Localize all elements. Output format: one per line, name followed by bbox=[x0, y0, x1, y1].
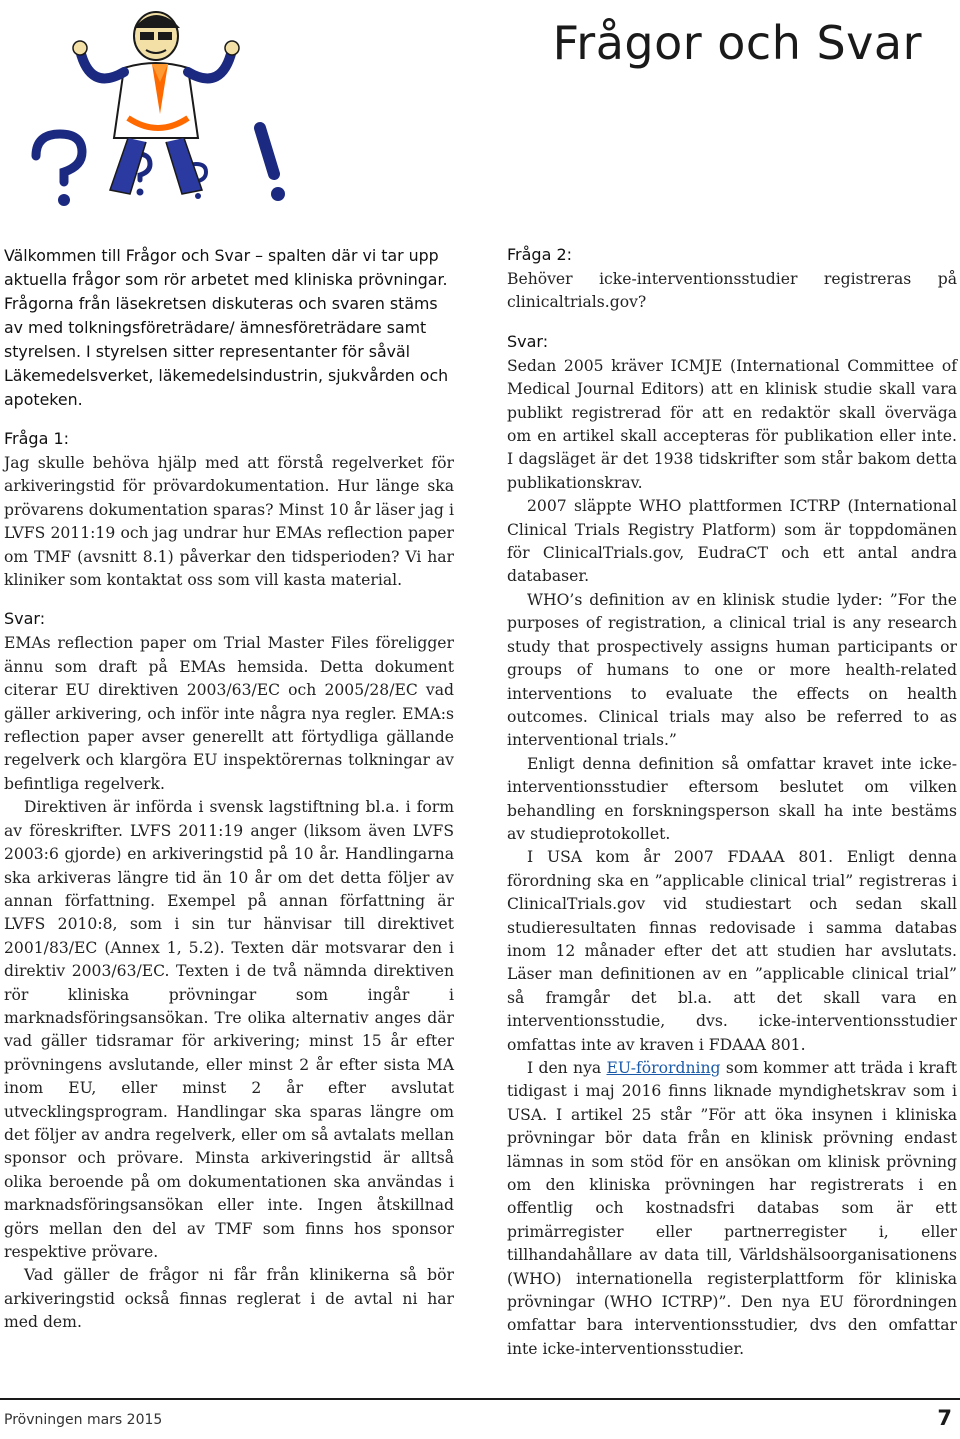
answer-2-paragraph-6 bbox=[507, 1057, 957, 1361]
footer-divider bbox=[0, 1398, 960, 1400]
answer-2-paragraph-3: WHO’s definition av en klinisk studie lyder: ”For the purposes of registration, a clinical trial is any research study that prospectively assigns human participants or groups of humans to one or more health-related interventions to evaluate the effects on health outcomes. Clinical trials may also be referred to as interventional trials.” bbox=[507, 590, 957, 750]
right-column bbox=[507, 244, 957, 1361]
page-number: 7 bbox=[937, 1406, 952, 1430]
question-2-text: Behöver icke-interventionsstudier registreras på clinicaltrials.gov? bbox=[507, 270, 957, 312]
intro-text: Välkommen till Frågor och Svar – spalten där vi tar upp aktuella frågor som rör arbetet med kliniska prövningar. Frågorna från läsekretsen diskuteras och svaren stäms av med tolkningsföreträdare/ ämnesföreträdare samt styrelsen. I styrelsen sitter representanter för såväl Läkemedelsverket, läkemedelsindustrin, sjukvården och apoteken. bbox=[4, 246, 449, 409]
answer-1-paragraph-3: Vad gäller de frågor ni får från klinikerna så bör arkiveringstid också finnas reglerat i de avtal ni har med dem. bbox=[4, 1266, 454, 1332]
answer-2-paragraph-4: Enligt denna definition så omfattar kravet inte icke-interventionsstudier eftersom beslutet om vilken behandling en forskningsperson skall ha inte bestäms av studieprotokollet. bbox=[507, 754, 957, 843]
answer-2-paragraph-5: I USA kom år 2007 FDAAA 801. Enligt denna förordning ska en ”applicable clinical trial” registreras i ClinicalTrials.gov vid studiestart och sedan skall studieresultaten finnas redovisade i samma databas inom 12 månader efter det att studien har avslutats. Läser man definitionen av en ”applicable clinical trial” så framgår det bl.a. att det skall vara en interventionsstudie, dvs. icke-interventionsstudier omfattas inte av kraven i FDAAA 801. bbox=[507, 848, 957, 1054]
paragraph-6-rest: som kommer att träda i kraft tidigast i maj 2016 finns liknade myndighetskrav som i USA. I artikel 25 står ”För att öka insynen i kliniska prövningar bör data från en klinisk prövning endast lämnas in som stöd för en ansökan om klinisk prövning om den kliniska prövningen har registrerats i en offentlig och kostnadsfri databas som är ett primärregister eller partnerregister i, eller tillhandahållare av data till, Världshälsoorganisationens (WHO) internationella registerplattform för kliniska prövningar (WHO ICTRP)”. Den nya EU förordningen omfattar bara interventionsstudier, dvs den omfattar inte icke-interventionsstudier. bbox=[507, 1059, 957, 1358]
footer-publication: Prövningen mars 2015 bbox=[4, 1412, 163, 1428]
answer-2-label: Svar: bbox=[507, 331, 549, 351]
eu-forordning-link[interactable]: EU-förordning bbox=[606, 1059, 721, 1077]
question-2-label: Fråga 2: bbox=[507, 245, 573, 264]
answer-2-paragraph-2: 2007 släppte WHO plattformen ICTRP (International Clinical Trials Registry Platform) som är toppdomänen för ClinicalTrials.gov, EudraCT och ett antal andra databaser. bbox=[507, 497, 957, 586]
businessman-question-illustration bbox=[28, 6, 308, 206]
paragraph-6-start: I den nya bbox=[527, 1059, 607, 1077]
page-title: Frågor och Svar bbox=[552, 16, 922, 70]
answer-1-label: Svar: bbox=[4, 609, 46, 629]
answer-1-paragraph-2: Direktiven är införda i svensk lagstiftning bl.a. i form av föreskrifter. LVFS 2011:19 anger (liksom även LVFS 2003:6 gjorde) en arkiveringstid på 10 år. Handlingarna ska arkiveras längre tid än 10 år om det detta följer av annan författning. Exempel på annan författning är LVFS 2010:8, som i sin tur hänvisar till direktivet 2001/83/EC (Annex 1, 5.2). Texten där motsvarar den i direktiv 2003/63/EC. Texten i de två nämnda direktiven rör kliniska prövningar som ingår i marknadsföringsansökan. Tre olika alternativ anges där vad gäller tidsramar för arkivering; minst 15 år efter prövningens avslutande, eller minst 2 år efter sista MA inom EU, eller minst 2 år efter avslutat utvecklingsprogram. Handlingar ska sparas längre om det följer av andra regelverk, eller om så avtalats mellan sponsor och prövare. Minsta arkiveringstid är alltså olika beroende på om dokumentationen ska användas i marknadsföringsansökan eller inte. Ingen åtskillnad görs mellan den del av TMF som finns hos sponsor respektive prövare. bbox=[4, 798, 454, 1261]
left-column bbox=[4, 244, 454, 1335]
answer-1-paragraph-1: EMAs reflection paper om Trial Master Files föreligger ännu som draft på EMAs hemsida. Detta dokument citerar EU direktiven 2003/63/EC och 2005/28/EC vad gäller arkivering, och inför inte några nya regler. EMA:s reflection paper avser generellt att förtydliga gällande regelverk och klargöra EU inspektörernas tolkningar av befintliga regelverk. bbox=[4, 634, 454, 793]
question-1-label: Fråga 1: bbox=[4, 429, 70, 448]
question-1-text: Jag skulle behöva hjälp med att förstå regelverket för arkiveringstid för prövardokumentation. Hur länge ska prövarens dokumentation sparas? Minst 10 år läser jag i LVFS 2011:19 och jag undrar hur EMAs reflection paper om TMF (avsnitt 8.1) påverkar den tidsperioden? Vi har kliniker som kontaktat oss som vill kasta material. bbox=[4, 454, 454, 590]
answer-2-paragraph-1: Sedan 2005 kräver ICMJE (International Committee of Medical Journal Editors) att en klinisk studie skall vara publikt registrerad för att en redaktör skall överväga om en artikel skall accepteras för publikation eller inte. I dagsläget är det 1938 tidskrifter som står bakom detta publikationskrav. bbox=[507, 356, 957, 492]
